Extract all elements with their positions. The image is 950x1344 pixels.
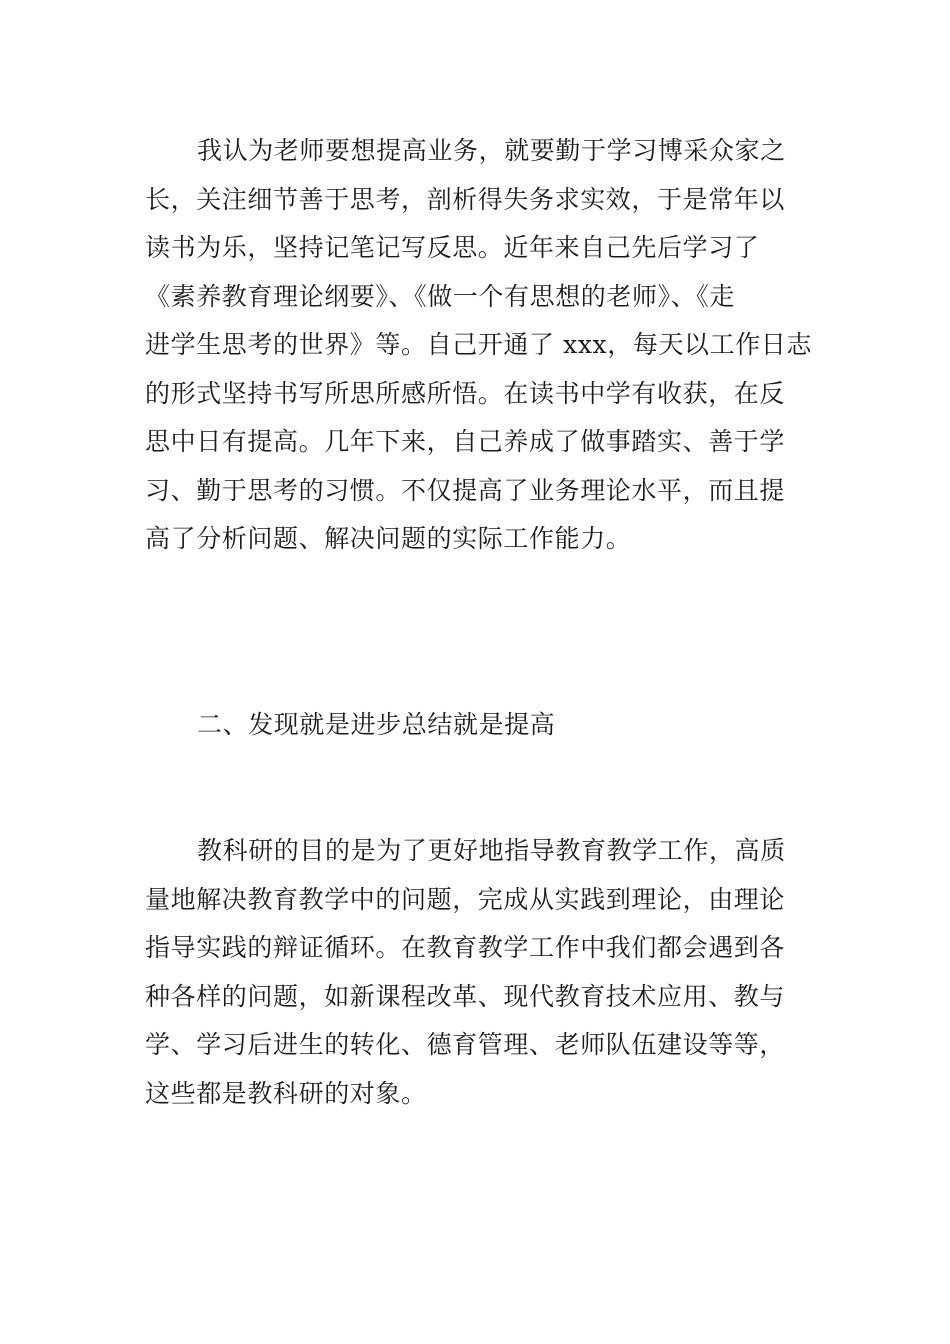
paragraph-line: 高了分析问题、解决问题的实际工作能力。	[145, 524, 632, 553]
paragraph-line: 量地解决教育教学中的问题，完成从实践到理论，由理论	[145, 884, 786, 914]
paragraph-line: 这些都是教科研的对象。	[145, 1078, 427, 1108]
paragraph-line: 种各样的问题，如新课程改革、现代教育技术应用、教与	[145, 981, 786, 1011]
paragraph-line: 长，关注细节善于思考，剖析得失务求实效，于是常年以	[145, 184, 786, 214]
paragraph-research-purpose	[145, 827, 810, 1118]
paragraph-line: 的形式坚持书写所思所感所悟。在读书中学有收获，在反	[145, 378, 786, 408]
paragraph-line: 思中日有提高。几年下来，自己养成了做事踏实、善于学	[145, 427, 786, 456]
paragraph-line: 我认为老师要想提高业务，就要勤于学习博采众家之	[197, 136, 786, 165]
paragraph-line: 指导实践的辩证循环。在教育教学工作中我们都会遇到各	[145, 933, 786, 962]
paragraph-study-reflection	[145, 127, 813, 564]
paragraph-line: 进学生思考的世界》等。自己开通了 xxx，每天以工作日志	[145, 330, 813, 359]
section-heading: 二、发现就是进步总结就是提高	[197, 710, 556, 739]
paragraph-line: 教科研的目的是为了更好地指导教育教学工作，高质	[197, 836, 786, 865]
paragraph-line: 读书为乐，坚持记笔记写反思。近年来自己先后学习了	[145, 233, 760, 262]
paragraph-line: 学、学习后进生的转化、德育管理、老师队伍建设等等，	[145, 1030, 786, 1059]
paragraph-line: 习、勤于思考的习惯。不仅提高了业务理论水平，而且提	[145, 475, 786, 505]
paragraph-line: 《素养教育理论纲要》、《做一个有思想的老师》、《走	[145, 281, 736, 311]
